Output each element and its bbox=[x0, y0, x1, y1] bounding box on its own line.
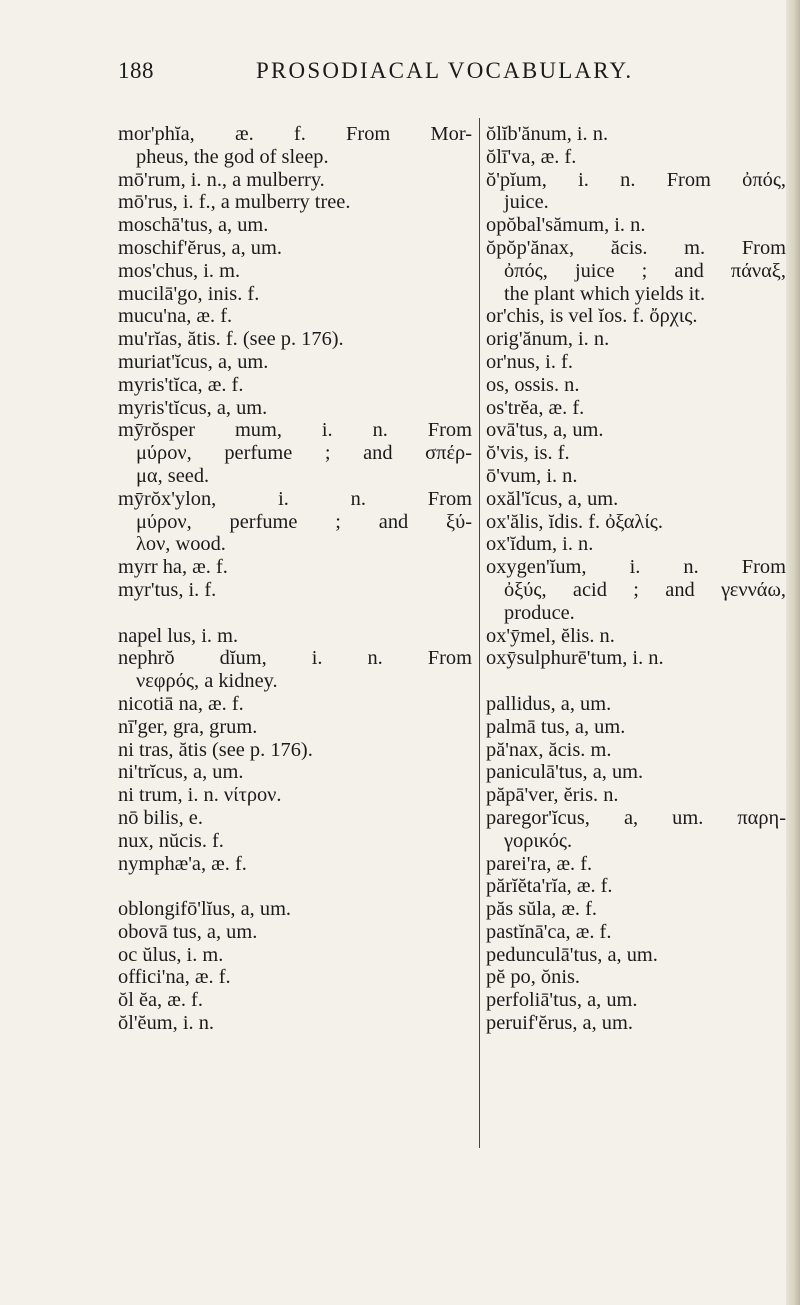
dictionary-entry: or'chis, is vel ĭos. f. ὄρχις. bbox=[486, 305, 698, 328]
entry-continuation: μα, seed. bbox=[136, 464, 210, 487]
dictionary-entry: pallidus, a, um. bbox=[486, 692, 612, 715]
dictionary-entry: oc ŭlus, i. m. bbox=[118, 943, 224, 966]
column-divider bbox=[479, 118, 480, 1148]
dictionary-entry: mō'rus, i. f., a mulberry tree. bbox=[118, 191, 351, 214]
dictionary-entry: ŏlĭb'ănum, i. n. bbox=[486, 123, 609, 145]
entry-continuation: νεφρός, a kidney. bbox=[136, 670, 278, 693]
dictionary-entry: perfoliā'tus, a, um. bbox=[486, 989, 638, 1012]
dictionary-entry: obovā tus, a, um. bbox=[118, 920, 258, 943]
dictionary-entry: offici'na, æ. f. bbox=[118, 966, 231, 989]
dictionary-entry: ni tras, ătis (see p. 176). bbox=[118, 738, 313, 761]
dictionary-entry: os, ossis. n. bbox=[486, 373, 580, 396]
dictionary-entry: ni trum, i. n. νίτρον. bbox=[118, 784, 282, 807]
dictionary-entry: pastĭnā'ca, æ. f. bbox=[486, 920, 612, 943]
dictionary-entry: nephrŏ dĭum, i. n. From bbox=[118, 647, 472, 670]
dictionary-entry: părĭĕta'rĭa, æ. f. bbox=[486, 875, 613, 898]
dictionary-entry: muriat'ĭcus, a, um. bbox=[118, 350, 269, 373]
dictionary-entry: paniculā'tus, a, um. bbox=[486, 761, 644, 784]
dictionary-entry: oxăl'ĭcus, a, um. bbox=[486, 487, 619, 510]
dictionary-entry: ŏpŏp'ănax, ăcis. m. From bbox=[486, 236, 786, 259]
entry-continuation: λον, wood. bbox=[136, 533, 226, 556]
dictionary-entry: mucu'na, æ. f. bbox=[118, 305, 233, 328]
dictionary-entry: ŏ'pĭum, i. n. From ὀπός, bbox=[486, 168, 786, 191]
dictionary-entry: mȳrŏx'ylon, i. n. From bbox=[118, 487, 472, 510]
dictionary-entry: mō'rum, i. n., a mulberry. bbox=[118, 168, 325, 191]
dictionary-entry: or'nus, i. f. bbox=[486, 350, 573, 373]
dictionary-entry: parei'ra, æ. f. bbox=[486, 852, 593, 875]
entry-continuation: juice. bbox=[504, 191, 549, 214]
dictionary-entry: nō bilis, e. bbox=[118, 806, 203, 829]
dictionary-entry: oxygen'ĭum, i. n. From bbox=[486, 556, 786, 579]
dictionary-entry: paregor'ĭcus, a, um. παρη- bbox=[486, 806, 786, 829]
dictionary-entry: myrr ha, æ. f. bbox=[118, 556, 228, 579]
page-edge bbox=[786, 0, 800, 1305]
dictionary-entry: myris'tĭcus, a, um. bbox=[118, 396, 268, 419]
entry-continuation: γορικός. bbox=[504, 829, 573, 852]
dictionary-entry: păs sŭla, æ. f. bbox=[486, 898, 598, 921]
dictionary-entry: mu'rĭas, ătis. f. (see p. 176). bbox=[118, 328, 344, 351]
dictionary-entry: oxȳsulphurē'tum, i. n. bbox=[486, 647, 664, 670]
dictionary-entry: ovā'tus, a, um. bbox=[486, 419, 604, 442]
dictionary-entry: mȳrŏsper mum, i. n. From bbox=[118, 419, 472, 442]
section-gap bbox=[486, 670, 786, 693]
dictionary-entry: mucilā'go, inis. f. bbox=[118, 282, 260, 305]
dictionary-entry: ŏlī'va, æ. f. bbox=[486, 145, 577, 168]
section-gap bbox=[118, 602, 472, 625]
dictionary-entry: moschā'tus, a, um. bbox=[118, 214, 269, 237]
dictionary-entry: ō'vum, i. n. bbox=[486, 464, 578, 487]
dictionary-entry: ox'ȳmel, ĕlis. n. bbox=[486, 624, 615, 647]
dictionary-entry: peruif'ĕrus, a, um. bbox=[486, 1012, 633, 1035]
dictionary-entry: pedunculā'tus, a, um. bbox=[486, 943, 658, 966]
dictionary-entry: moschif'ĕrus, a, um. bbox=[118, 236, 282, 259]
dictionary-entry: oblongifō'lĭus, a, um. bbox=[118, 898, 292, 921]
dictionary-entry: ŏl ĕa, æ. f. bbox=[118, 989, 203, 1012]
dictionary-entry: pă'nax, ăcis. m. bbox=[486, 738, 612, 761]
entry-continuation: pheus, the god of sleep. bbox=[136, 145, 329, 168]
entry-continuation: μύρον, perfume ; and σπέρ- bbox=[136, 442, 472, 465]
right-column bbox=[486, 123, 786, 1035]
page-number: 188 bbox=[118, 58, 154, 83]
dictionary-entry: mor'phĭa, æ. f. From Mor- bbox=[118, 123, 472, 145]
dictionary-entry: ŏl'ĕum, i. n. bbox=[118, 1012, 214, 1035]
dictionary-entry: mos'chus, i. m. bbox=[118, 259, 241, 282]
section-gap bbox=[118, 875, 472, 898]
dictionary-entry: nymphæ'a, æ. f. bbox=[118, 852, 247, 875]
entry-continuation: ὀξύς, acid ; and γεννάω, bbox=[504, 578, 786, 601]
dictionary-entry: păpā'ver, ĕris. n. bbox=[486, 784, 619, 807]
dictionary-entry: myr'tus, i. f. bbox=[118, 578, 217, 601]
dictionary-entry: nī'ger, gra, grum. bbox=[118, 715, 258, 738]
left-column bbox=[118, 123, 472, 1035]
dictionary-entry: ni'trĭcus, a, um. bbox=[118, 761, 244, 784]
dictionary-entry: os'trĕa, æ. f. bbox=[486, 396, 585, 419]
dictionary-entry: myris'tĭca, æ. f. bbox=[118, 373, 244, 396]
entry-continuation: produce. bbox=[504, 601, 575, 624]
dictionary-entry: nux, nŭcis. f. bbox=[118, 829, 224, 852]
entry-continuation: ὀπός, juice ; and πάναξ, bbox=[504, 259, 786, 282]
dictionary-entry: nicotiā na, æ. f. bbox=[118, 692, 244, 715]
dictionary-entry: ox'ĭdum, i. n. bbox=[486, 533, 594, 556]
dictionary-entry: opŏbal'sămum, i. n. bbox=[486, 214, 646, 237]
dictionary-entry: pĕ po, ŏnis. bbox=[486, 966, 581, 989]
entry-continuation: the plant which yields it. bbox=[504, 282, 706, 305]
dictionary-entry: napel lus, i. m. bbox=[118, 624, 239, 647]
dictionary-entry: ox'ălis, ĭdis. f. ὀξαλίς. bbox=[486, 510, 663, 533]
dictionary-entry: palmā tus, a, um. bbox=[486, 715, 626, 738]
entry-continuation: μύρον, perfume ; and ξύ- bbox=[136, 510, 472, 533]
dictionary-entry: ŏ'vis, is. f. bbox=[486, 442, 570, 465]
page-title: PROSODIACAL VOCABULARY. bbox=[256, 58, 634, 83]
dictionary-entry: orig'ănum, i. n. bbox=[486, 328, 610, 351]
